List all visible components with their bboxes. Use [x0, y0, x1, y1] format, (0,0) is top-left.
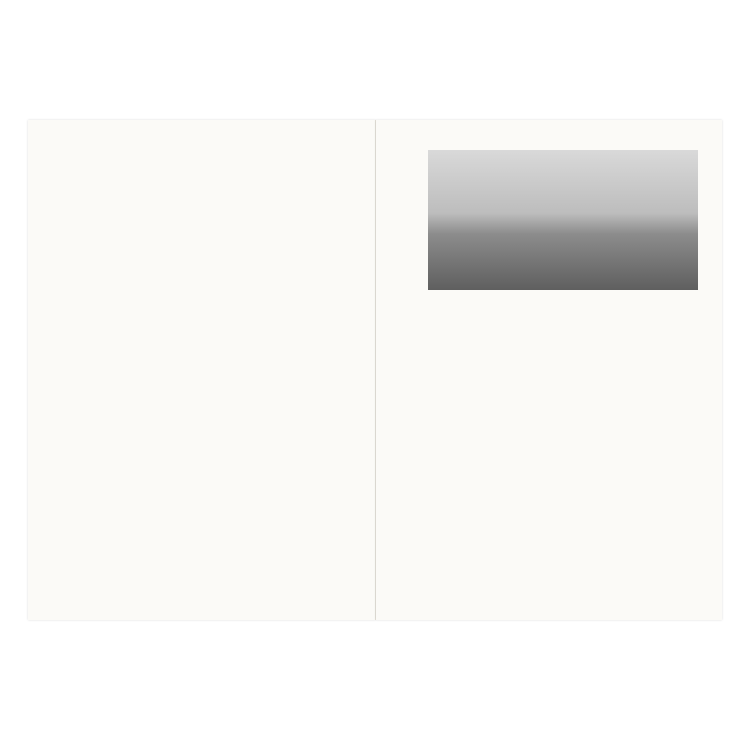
right-page [376, 120, 723, 620]
figure-photo [428, 150, 698, 290]
right-page-body-text [398, 332, 698, 532]
left-page [28, 120, 376, 620]
left-page-body-text [64, 162, 356, 532]
book-spread [28, 120, 722, 620]
